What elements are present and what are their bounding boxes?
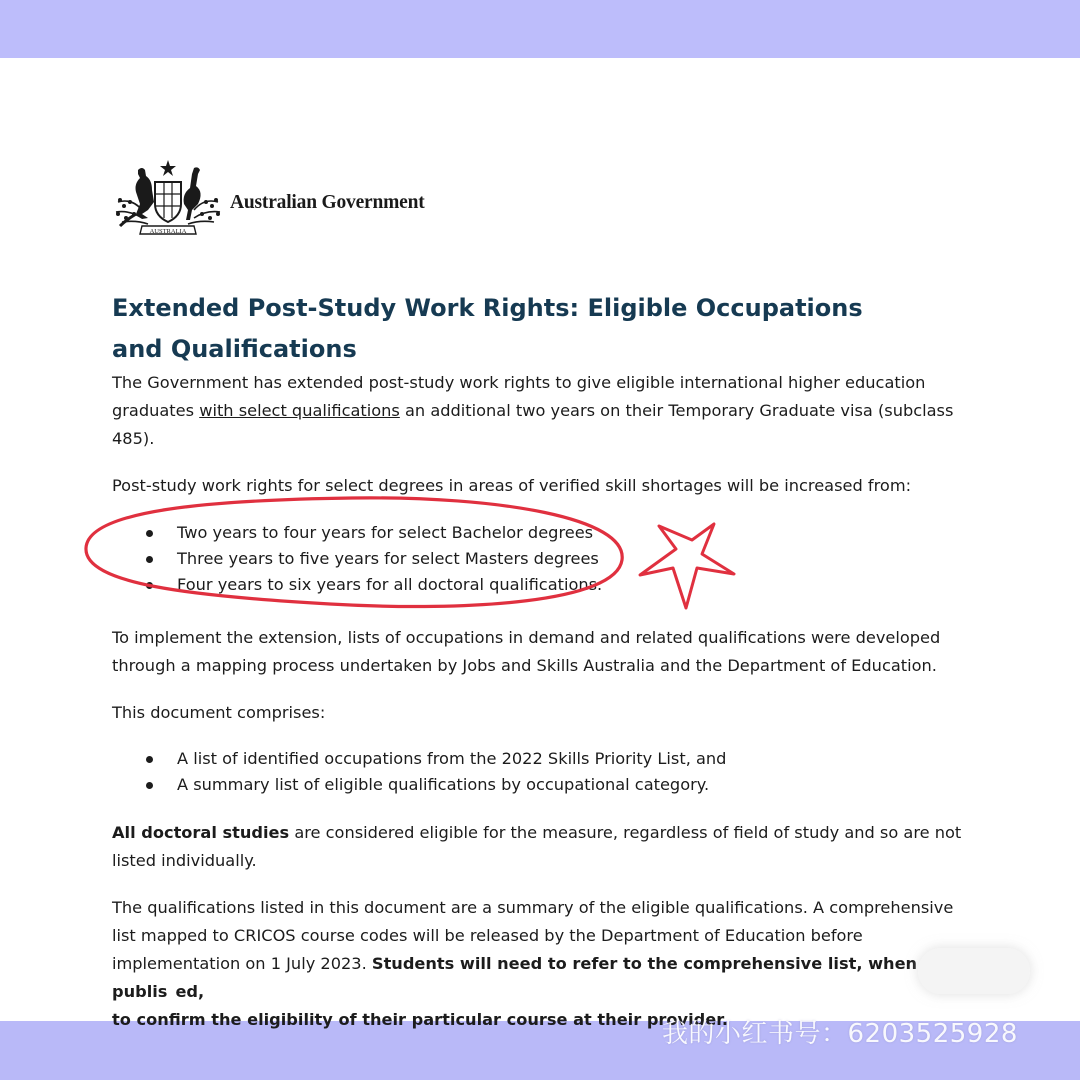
bullet-icon bbox=[146, 756, 153, 763]
list-item bbox=[112, 746, 912, 772]
final-normal-text: The qualifications listed in this document are a summary of the eligible qualifications. A comprehensive list mapped to CRICOS course codes will be released by the Department of Education before implementation on 1 July 2023. bbox=[112, 898, 954, 973]
list-item-text: A summary list of eligible qualifications by occupational category. bbox=[177, 775, 710, 794]
list-item-text: A list of identified occupations from the 2022 Skills Priority List, and bbox=[177, 749, 727, 768]
list-item bbox=[112, 772, 912, 798]
watermark-text: 我的小红书号：6203525928 bbox=[662, 1019, 1018, 1049]
list-item bbox=[112, 546, 912, 572]
document-title: Extended Post-Study Work Rights: Eligible Occupations and Qualifications bbox=[112, 294, 863, 363]
final-bold-text-line2: to confirm the eligibility of their particular course at their provider. bbox=[112, 1010, 729, 1029]
intro-underlined-text: with select qualifications bbox=[199, 401, 400, 420]
final-bold-text-line1: Students will need to refer to the comprehensive list, when publis bbox=[112, 954, 918, 1001]
doctoral-paragraph bbox=[112, 819, 972, 875]
doctoral-rest-text: are considered eligible for the measure, regardless of field of study and so are not listed individually. bbox=[112, 823, 962, 870]
bullet-icon bbox=[146, 556, 153, 563]
list-item-text: Four years to six years for all doctoral qualifications. bbox=[177, 575, 603, 594]
platform-badge bbox=[918, 948, 1030, 994]
increase-list bbox=[112, 520, 912, 598]
comprises-list bbox=[112, 746, 912, 798]
bullet-icon bbox=[146, 530, 153, 537]
comprises-lead-paragraph: This document comprises: bbox=[112, 703, 326, 722]
organization-name: Australian Government bbox=[230, 192, 425, 213]
intro-text-part2: an additional two years on their Temporary Graduate visa (subclass 485). bbox=[112, 401, 954, 448]
doctoral-bold-text: All doctoral studies bbox=[112, 823, 290, 842]
coat-of-arms-icon bbox=[112, 158, 224, 242]
top-band bbox=[0, 0, 1080, 58]
bullet-icon bbox=[146, 582, 153, 589]
list-item bbox=[112, 572, 912, 598]
logo-scroll-text: AUSTRALIA bbox=[149, 228, 187, 235]
list-item bbox=[112, 520, 912, 546]
intro-text-part1: The Government has extended post-study work rights to give eligible international higher education graduates bbox=[112, 373, 926, 420]
list-item-text: Three years to five years for select Masters degrees bbox=[177, 549, 599, 568]
bullet-icon bbox=[146, 782, 153, 789]
increase-lead-paragraph: Post-study work rights for select degrees in areas of verified skill shortages will be increased from: bbox=[112, 476, 912, 495]
list-item-text: Two years to four years for select Bachelor degrees bbox=[177, 523, 594, 542]
intro-paragraph bbox=[112, 369, 972, 453]
implementation-paragraph: To implement the extension, lists of occupations in demand and related qualifications were developed through a mapping process undertaken by Jobs and Skills Australia and the Department of Education. bbox=[112, 628, 941, 675]
final-bold-fragment: ed, bbox=[175, 982, 205, 1001]
